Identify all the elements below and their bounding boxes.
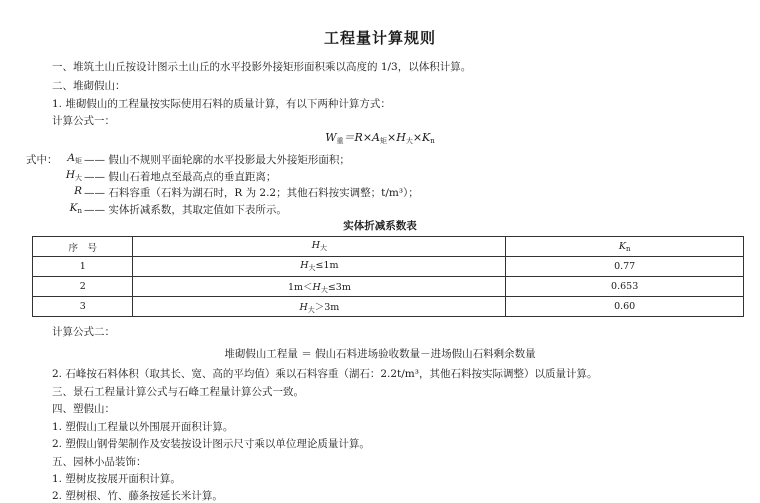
rule-line-10: 五、园林小品装饰：: [52, 456, 147, 468]
cell-index: 3: [33, 297, 133, 317]
definition-text-h: —— 假山石着地点至最高点的垂直距离；: [84, 171, 277, 183]
definition-prefix: 式中：: [26, 154, 58, 166]
table-header-row: [33, 237, 744, 257]
page-title: 工程量计算规则: [323, 29, 436, 47]
formula-one: [0, 129, 760, 146]
formula-w-sub: 重: [336, 137, 344, 145]
rule-line-12: 2. 塑树根、竹、藤条按延长米计算。: [52, 490, 223, 502]
cell-index: 1: [33, 257, 133, 277]
formula-k-sub: n: [430, 137, 435, 145]
rule-line-6: 三、景石工程量计算公式与石峰工程量计算公式一致。: [52, 386, 304, 398]
definition-symbol-r: R: [74, 185, 82, 197]
definition-symbol-h: $H_大$: [65, 169, 82, 182]
rule-line-8: 1. 塑假山工程量以外围展开面积计算。: [52, 421, 234, 433]
definition-text-a: —— 假山不规则平面轮廓的水平投影最大外接矩形面积；: [84, 154, 350, 166]
definition-symbol-a: $A_矩$: [67, 152, 82, 165]
header-cell-index: 序 号: [33, 237, 133, 257]
cell-condition: $H_大>3m$: [133, 297, 506, 317]
header-cell-coefficient: $K_n$: [506, 237, 744, 257]
rule-line-4: 计算公式一：: [52, 115, 115, 127]
cell-index: 2: [33, 277, 133, 297]
table-row: [33, 297, 744, 317]
rule-line-7: 四、塑假山：: [52, 403, 115, 415]
header-cell-height: $H_大$: [133, 237, 506, 257]
cell-coefficient: 0.77: [506, 257, 744, 277]
formula-h: ×H: [387, 131, 406, 144]
reduction-coefficient-table: [32, 236, 744, 317]
definition-text-r: —— 石料容重（石料为湖石时，R 为 2.2；其他石料按实调整；t/m³）；: [84, 187, 419, 199]
table-title: 实体折减系数表: [343, 220, 417, 232]
cell-coefficient: 0.60: [506, 297, 744, 317]
rule-line-2: 二、堆砌假山：: [52, 80, 126, 92]
formula-a-sub: 矩: [380, 137, 387, 145]
formula-eq: ＝R×A: [343, 131, 380, 144]
formula-two-label: 计算公式二：: [52, 326, 115, 338]
rule-line-11: 1. 塑树皮按展开面积计算。: [52, 473, 181, 485]
formula-w: W: [325, 131, 337, 144]
cell-coefficient: 0.653: [506, 277, 744, 297]
rule-line-3: 1. 堆砌假山的工程量按实际使用石料的质量计算，有以下两种计算方式：: [52, 98, 391, 110]
rule-line-9: 2. 塑假山钢骨架制作及安装按设计图示尺寸乘以单位理论质量计算。: [52, 438, 370, 450]
table-row: [33, 257, 744, 277]
cell-condition: $H_大\le 1m$: [133, 257, 506, 277]
table-row: [33, 277, 744, 297]
formula-h-sub: 大: [405, 137, 413, 145]
definition-symbol-k: $K_n$: [69, 202, 82, 215]
rule-line-5: 2. 石峰按石料体积（取其长、宽、高的平均值）乘以石料容重（湖石：2.2t/m³，其他石料按实际调整）以质量计算。: [52, 368, 598, 380]
cell-condition: $1m<H_大\le 3m$: [133, 277, 506, 297]
formula-two: 堆砌假山工程量 ＝ 假山石料进场验收数量－进场假山石料剩余数量: [224, 348, 536, 360]
formula-k: ×K: [412, 131, 431, 144]
definition-text-k: —— 实体折减系数，其取定值如下表所示。: [84, 204, 287, 216]
rule-line-1: 一、堆筑土山丘按设计图示土山丘的水平投影外接矩形面积乘以高度的 1/3，以体积计算。: [52, 61, 472, 73]
